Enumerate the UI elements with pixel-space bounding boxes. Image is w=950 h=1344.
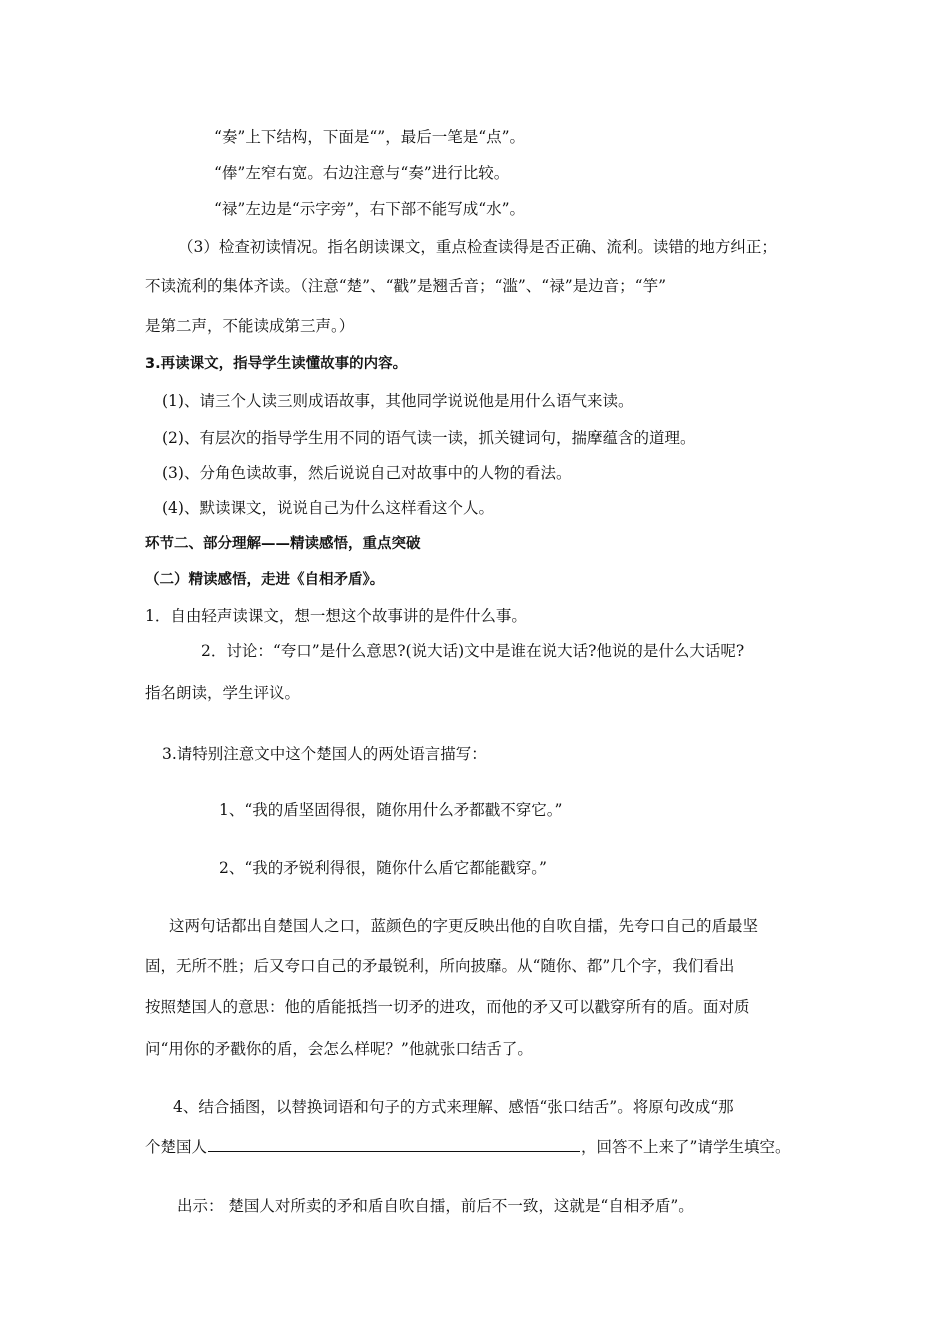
text-line: 按照楚国人的意思：他的盾能抵挡一切矛的进攻，而他的矛又可以戳穿所有的盾。面对质: [145, 998, 750, 1016]
text-line: “禄”左边是“示字旁”，右下部不能写成“水”。: [214, 200, 526, 218]
text-line: 1．自由轻声读课文，想一想这个故事讲的是件什么事。: [145, 607, 527, 625]
quote-line: 1、“我的盾坚固得很，随你用什么矛都戳不穿它。”: [219, 801, 563, 819]
text-line: 不读流利的集体齐读。（注意“楚”、“戳”是翘舌音；“滥”、“禄”是边音；“竽”: [145, 277, 666, 295]
text-line: “俸”左窄右宽。右边注意与“奏”进行比较。: [214, 164, 510, 182]
fill-in-blank: [208, 1137, 580, 1152]
list-item: (2)、有层次的指导学生用不同的语气读一读，抓关键词句，揣摩蕴含的道理。: [162, 429, 696, 447]
text-line: 固，无所不胜；后又夸口自己的矛最锐利，所向披靡。从“随你、都”几个字，我们看出: [145, 957, 735, 975]
section-heading: 环节二、部分理解——精读感悟，重点突破: [145, 536, 421, 552]
text-line: 3.请特别注意文中这个楚国人的两处语言描写：: [162, 745, 487, 763]
list-item: (3)、分角色读故事，然后说说自己对故事中的人物的看法。: [162, 464, 572, 482]
list-item: (1)、请三个人读三则成语故事，其他同学说说他是用什么语气来读。: [162, 392, 634, 410]
list-item: (4)、默读课文，说说自己为什么这样看这个人。: [162, 499, 494, 517]
text-line: 问“用你的矛戳你的盾，会怎么样呢？”他就张口结舌了。: [145, 1040, 533, 1058]
subsection-heading: （二）精读感悟，走进《自相矛盾》。: [145, 572, 385, 588]
text-line: 2．讨论：“夸口”是什么意思?(说大话)文中是谁在说大话?他说的是什么大话呢?: [201, 642, 745, 660]
fill-in-sentence: [145, 1137, 790, 1157]
text-line: 出示： 楚国人对所卖的矛和盾自吹自擂，前后不一致，这就是“自相矛盾”。: [177, 1197, 694, 1215]
fill-in-prefix: 个楚国人: [145, 1138, 208, 1156]
fill-in-suffix: ，回答不上来了”请学生填空。: [581, 1138, 791, 1156]
text-line: 指名朗读，学生评议。: [145, 684, 301, 702]
text-line: （3）检查初读情况。指名朗读课文，重点检查读得是否正确、流利。读错的地方纠正；: [178, 238, 777, 256]
section-heading: 3.再读课文，指导学生读懂故事的内容。: [145, 356, 408, 372]
text-line: “奏”上下结构，下面是“”，最后一笔是“点”。: [214, 128, 526, 146]
text-line: 是第二声，不能读成第三声。）: [145, 317, 355, 335]
text-line: 这两句话都出自楚国人之口，蓝颜色的字更反映出他的自吹自擂，先夸口自己的盾最坚: [169, 917, 759, 935]
quote-line: 2、“我的矛锐利得很，随你什么盾它都能戳穿。”: [219, 859, 547, 877]
text-line: 4、结合插图，以替换词语和句子的方式来理解、感悟“张口结舌”。将原句改成“那: [173, 1098, 734, 1116]
